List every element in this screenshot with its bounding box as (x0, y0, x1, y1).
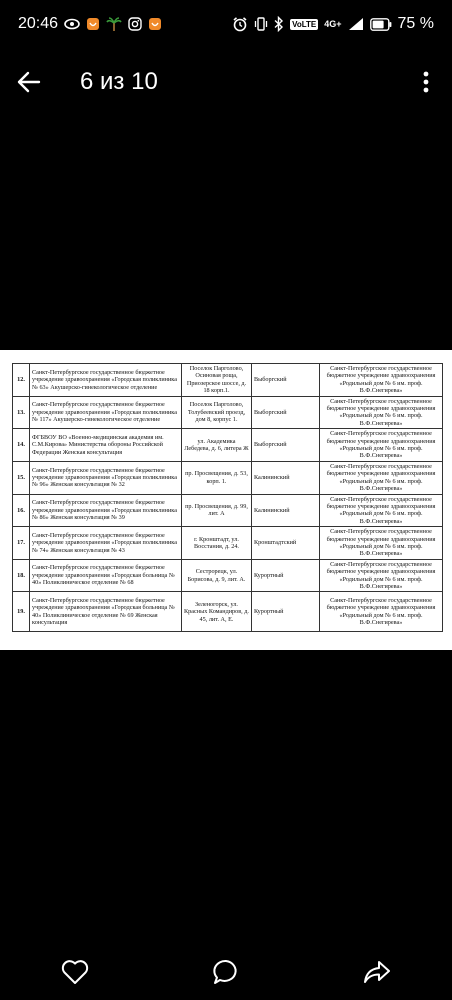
status-time: 20:46 (18, 15, 59, 32)
cell-org: Санкт-Петербургское государственное бюджетное учреждение здравоохранения «Городская больница № 40» Поликлиническое отделение № 69 Женская консультация (30, 592, 182, 632)
back-arrow-icon[interactable] (14, 67, 44, 97)
cell-num: 13. (13, 396, 30, 429)
cell-maternity: Санкт-Петербургское государственное бюджетное учреждение здравоохранения «Родильный дом № 6 им. проф. В.Ф.Снегирева» (320, 364, 443, 397)
instagram-icon (128, 17, 142, 31)
palm-tree-icon (106, 16, 122, 32)
volte-label: VoLTE (292, 19, 317, 29)
cell-maternity: Санкт-Петербургское государственное бюджетное учреждение здравоохранения «Родильный дом № 6 им. проф. В.Ф.Снегирева» (320, 429, 443, 462)
cell-num: 17. (13, 527, 30, 560)
network-label: 4G+ (324, 19, 342, 29)
cell-org: Санкт-Петербургское государственное бюджетное учреждение здравоохранения «Городская поликлиника № 96» Женская консультация № 32 (30, 461, 182, 494)
cell-maternity: Санкт-Петербургское государственное бюджетное учреждение здравоохранения «Родильный дом № 6 им. проф. В.Ф.Снегирева» (320, 396, 443, 429)
cell-district: Курортный (252, 592, 320, 632)
battery-icon (370, 18, 392, 31)
notification-app-icon-2 (148, 17, 162, 31)
cell-org: Санкт-Петербургское государственное бюджетное учреждение здравоохранения «Городская поликлиника № 63» Акушерско-гинекологическое отделение (30, 364, 182, 397)
table-row (13, 461, 443, 494)
cell-district: Выборгский (252, 364, 320, 397)
cell-address: пр. Просвещения, д. 99, лит. А (182, 494, 252, 527)
cell-maternity: Санкт-Петербургское государственное бюджетное учреждение здравоохранения «Родильный дом № 6 им. проф. В.Ф.Снегирева» (320, 494, 443, 527)
table-row (13, 396, 443, 429)
table-row (13, 429, 443, 462)
comment-icon[interactable] (206, 952, 246, 992)
heart-icon[interactable] (55, 952, 95, 992)
status-right (232, 15, 434, 33)
alarm-icon (232, 16, 248, 32)
cell-maternity: Санкт-Петербургское государственное бюджетное учреждение здравоохранения «Родильный дом № 6 им. проф. В.Ф.Снегирева» (320, 559, 443, 592)
cell-address: Зеленогорск, ул. Красных Командиров, д. 45, лит. А, Е. (182, 592, 252, 632)
table-row (13, 494, 443, 527)
share-icon[interactable] (357, 952, 397, 992)
cell-address: ул. Академика Лебедева, д. 6, литера Ж (182, 429, 252, 462)
volte-badge (290, 19, 318, 30)
cell-address: пр. Просвещения, д. 53, корп. 1. (182, 461, 252, 494)
cell-address: г. Кронштадт, ул. Восстания, д. 24. (182, 527, 252, 560)
cell-org: Санкт-Петербургское государственное бюджетное учреждение здравоохранения «Городская больница № 40» Поликлиническое отделение № 68 (30, 559, 182, 592)
cell-num: 19. (13, 592, 30, 632)
table-row (13, 559, 443, 592)
cell-district: Кронштадтский (252, 527, 320, 560)
vibrate-icon (254, 16, 268, 32)
cell-address: Поселок Парголово, Толубеевский проезд, дом 8, корпус 1. (182, 396, 252, 429)
cell-district: Выборгский (252, 429, 320, 462)
bluetooth-icon (274, 16, 284, 32)
cell-num: 15. (13, 461, 30, 494)
cell-district: Курортный (252, 559, 320, 592)
cell-org: Санкт-Петербургское государственное бюджетное учреждение здравоохранения «Городская поликлиника № 117» Акушерско-гинекологическое отделение (30, 396, 182, 429)
signal-icon (348, 17, 364, 31)
cell-address: Поселок Парголово, Осиновая роща, Приозерское шоссе, д. 18 корп.1. (182, 364, 252, 397)
document-image[interactable] (0, 350, 452, 650)
cell-district: Калининский (252, 494, 320, 527)
notification-app-icon (86, 17, 100, 31)
cell-num: 18. (13, 559, 30, 592)
cell-org: ФГБВОУ ВО «Военно-медицинская академия им. С.М.Кирова» Министерства обороны Российской Федерации Женская консультация (30, 429, 182, 462)
cell-num: 14. (13, 429, 30, 462)
cell-maternity: Санкт-Петербургское государственное бюджетное учреждение здравоохранения «Родильный дом № 6 им. проф. В.Ф.Снегирева» (320, 592, 443, 632)
table-row (13, 592, 443, 632)
table-row (13, 527, 443, 560)
battery-percent: 75 % (397, 15, 434, 32)
table-row (13, 364, 443, 397)
app-bar (0, 54, 452, 110)
status-bar (0, 0, 452, 48)
more-options-icon[interactable] (414, 67, 438, 97)
cell-num: 16. (13, 494, 30, 527)
cell-org: Санкт-Петербургское государственное бюджетное учреждение здравоохранения «Городская поликлиника № 86» Женская консультация № 39 (30, 494, 182, 527)
cell-num: 12. (13, 364, 30, 397)
cell-org: Санкт-Петербургское государственное бюджетное учреждение здравоохранения «Городская поликлиника № 74» Женская консультация № 43 (30, 527, 182, 560)
cell-address: Сестрорецк, ул. Борисова, д. 9, лит. А. (182, 559, 252, 592)
status-left (18, 15, 162, 33)
eye-icon (64, 18, 80, 30)
bottom-action-bar (0, 944, 452, 1000)
cell-district: Калининский (252, 461, 320, 494)
clinic-table (12, 363, 443, 632)
cell-district: Выборгский (252, 396, 320, 429)
page-title: 6 из 10 (80, 68, 158, 95)
cell-maternity: Санкт-Петербургское государственное бюджетное учреждение здравоохранения «Родильный дом № 6 им. проф. В.Ф.Снегирева» (320, 461, 443, 494)
cell-maternity: Санкт-Петербургское государственное бюджетное учреждение здравоохранения «Родильный дом № 6 им. проф. В.Ф.Снегирева» (320, 527, 443, 560)
